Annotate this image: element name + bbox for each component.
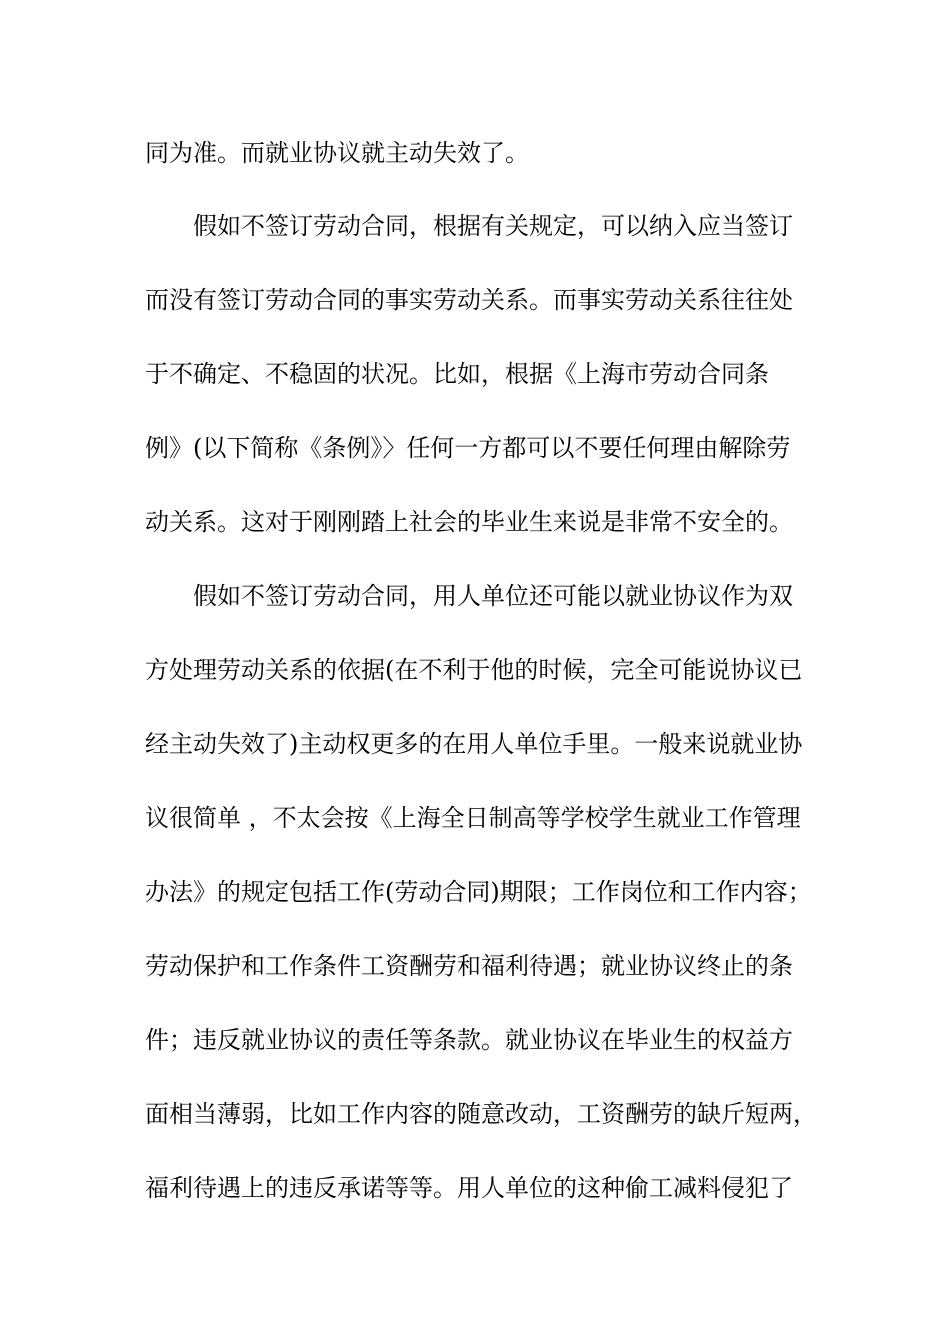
text-line: 方处理劳动关系的依据(在不利于他的时候，完全可能说协议已: [145, 656, 803, 684]
text-line: 于不确定、不稳固的状况。比如，根据《上海市劳动合同条: [145, 360, 769, 388]
text-line: 经主动失效了)主动权更多的在用人单位手里。一般来说就业协: [145, 730, 803, 758]
paragraph-first-line: 假如不签订劳动合同，用人单位还可能以就业协议作为双: [193, 582, 793, 610]
text-line: 例》(以下简称《条例》〉任何一方都可以不要任何理由解除劳: [145, 434, 791, 462]
text-line: 办法》的规定包括工作(劳动合同)期限；工作岗位和工作内容；: [145, 878, 812, 906]
text-line: 福利待遇上的违反承诺等等。用人单位的这种偷工减料侵犯了: [145, 1174, 793, 1202]
paragraph-first-line: 假如不签订劳动合同，根据有关规定，可以纳入应当签订: [193, 212, 793, 240]
text-line: 面相当薄弱，比如工作内容的随意改动，工资酬劳的缺斤短两，: [145, 1100, 817, 1128]
text-line: 而没有签订劳动合同的事实劳动关系。而事实劳动关系往往处: [145, 286, 793, 314]
text-line: 同为准。而就业协议就主动失效了。: [145, 139, 529, 167]
text-line: 动关系。这对于刚刚踏上社会的毕业生来说是非常不安全的。: [145, 508, 793, 536]
text-line: 议很简单 ，不太会按《上海全日制高等学校学生就业工作管理: [145, 804, 801, 832]
text-line: 劳动保护和工作条件工资酬劳和福利待遇；就业协议终止的条: [145, 952, 793, 980]
text-line: 件；违反就业协议的责任等条款。就业协议在毕业生的权益方: [145, 1026, 793, 1054]
